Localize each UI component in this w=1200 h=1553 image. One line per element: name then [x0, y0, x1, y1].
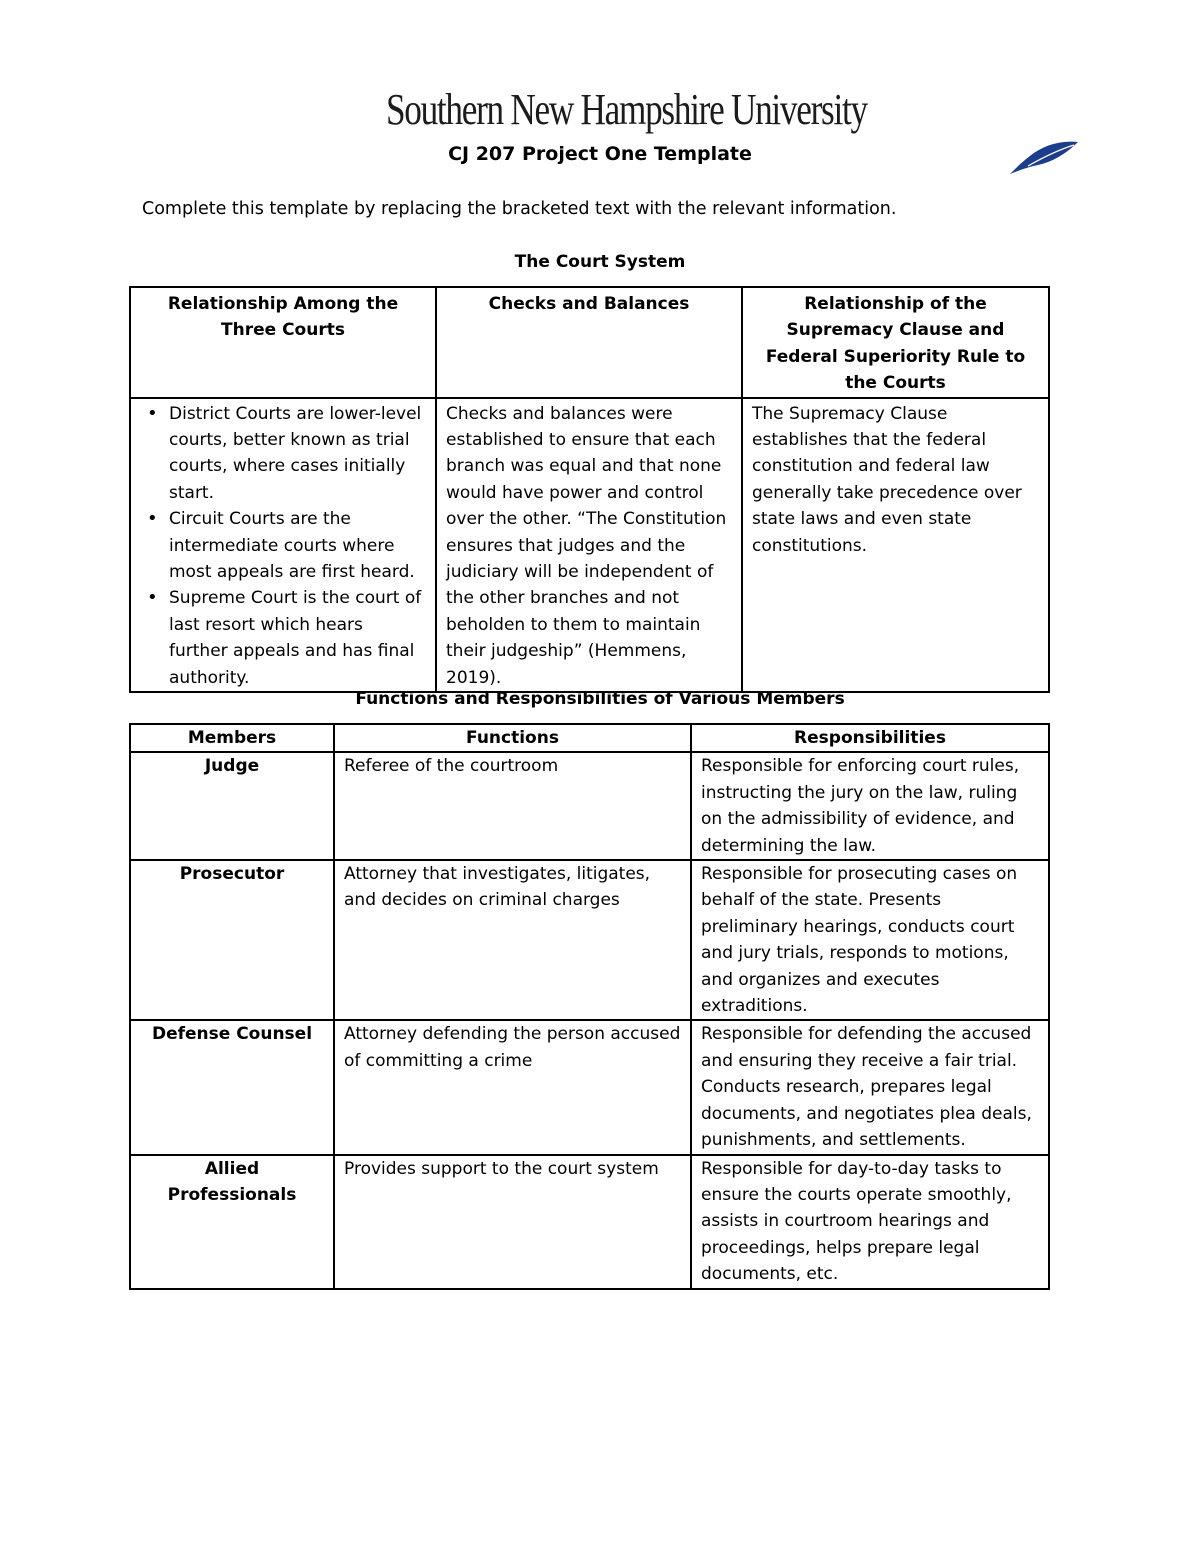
list-item: • District Courts are lower-level courts, better known as trial courts, where cases initially start.	[169, 401, 426, 507]
table-row	[130, 1020, 1049, 1154]
column-header: Relationship Among the Three Courts	[130, 287, 436, 398]
table-row	[130, 860, 1049, 1020]
table-header-row	[130, 724, 1049, 752]
table-row	[130, 1155, 1049, 1289]
university-logo	[386, 70, 867, 136]
member-responsibility: Responsible for prosecuting cases on behalf of the state. Presents preliminary hearings, conducts court and jury trials, responds to motions, and organizes and executes extraditions.	[691, 860, 1049, 1020]
member-function: Provides support to the court system	[334, 1155, 691, 1289]
member-function: Referee of the courtroom	[334, 752, 691, 860]
members-section-title: Functions and Responsibilities of Various Members	[355, 689, 845, 709]
member-function: Attorney defending the person accused of committing a crime	[334, 1020, 691, 1154]
column-header: Responsibilities	[691, 724, 1049, 752]
table-header-row	[130, 287, 1049, 398]
member-responsibility: Responsible for enforcing court rules, instructing the jury on the law, ruling on the admissibility of evidence, and determining the law.	[691, 752, 1049, 860]
checks-and-balances-cell: Checks and balances were established to ensure that each branch was equal and that none would have power and control over the other. “The Constitution ensures that judges and the judiciary will be independent of the other branches and not beholden to them to maintain their judgeship” (Hemmens, 2019).	[436, 398, 742, 692]
list-item: • Circuit Courts are the intermediate courts where most appeals are first heard.	[169, 506, 426, 585]
column-header: Relationship of the Supremacy Clause and Federal Superiority Rule to the Courts	[742, 287, 1049, 398]
column-header: Checks and Balances	[436, 287, 742, 398]
member-function: Attorney that investigates, litigates, and decides on criminal charges	[334, 860, 691, 1020]
table-row	[130, 752, 1049, 860]
member-responsibility: Responsible for defending the accused and ensuring they receive a fair trial. Conducts research, prepares legal documents, and negotiates plea deals, punishments, and settlements.	[691, 1020, 1049, 1154]
column-header: Functions	[334, 724, 691, 752]
members-table	[129, 723, 1050, 1290]
instructions-text: Complete this template by replacing the bracketed text with the relevant information.	[142, 199, 897, 219]
member-name: Defense Counsel	[130, 1020, 334, 1154]
document-title: CJ 207 Project One Template	[448, 143, 752, 165]
supremacy-clause-cell: The Supremacy Clause establishes that the federal constitution and federal law generally take precedence over state laws and even state constitutions.	[742, 398, 1049, 692]
member-name: Allied Professionals	[130, 1155, 334, 1289]
column-header: Members	[130, 724, 334, 752]
list-item: • Supreme Court is the court of last resort which hears further appeals and has final authority.	[169, 585, 426, 691]
member-name: Judge	[130, 752, 334, 860]
court-system-table	[129, 286, 1050, 693]
relationship-cell	[130, 398, 436, 692]
member-responsibility: Responsible for day-to-day tasks to ensure the courts operate smoothly, assists in courtroom hearings and proceedings, helps prepare legal documents, etc.	[691, 1155, 1049, 1289]
court-system-title: The Court System	[514, 252, 686, 272]
courts-bullet-list	[140, 401, 426, 691]
member-name: Prosecutor	[130, 860, 334, 1020]
logo-text: Southern New Hampshire University	[386, 85, 867, 134]
table-row	[130, 398, 1049, 692]
